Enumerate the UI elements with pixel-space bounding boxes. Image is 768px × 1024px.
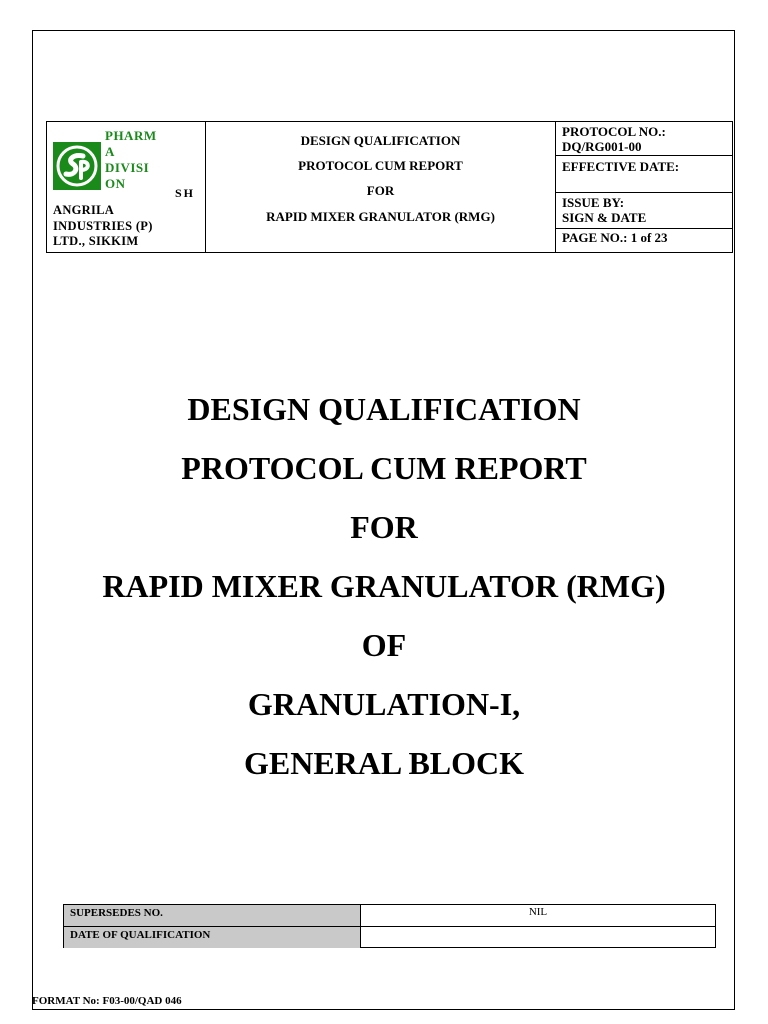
effective-date-cell (556, 156, 732, 193)
protocol-no-cell (556, 122, 732, 156)
protocol-no-label: PROTOCOL NO.: (562, 124, 666, 139)
sign-date-label: SIGN & DATE (562, 210, 647, 225)
sh-text: SH (175, 186, 196, 200)
page-no: PAGE NO.: 1 of 23 (562, 230, 668, 245)
header-title-line-3: FOR (366, 183, 395, 198)
supersedes-table (63, 904, 716, 948)
main-title-line-3: FOR (350, 509, 418, 545)
header-meta-cell (556, 122, 732, 252)
main-title-line-2: PROTOCOL CUM REPORT (181, 450, 587, 486)
issue-by-label: ISSUE BY: (562, 195, 625, 210)
date-of-qualification-label: DATE OF QUALIFICATION (64, 927, 361, 948)
pharma-line-1: PHARM (105, 128, 157, 143)
issue-by-cell (556, 193, 732, 229)
protocol-no-value: DQ/RG001-00 (562, 139, 642, 154)
company-logo-icon (53, 142, 101, 190)
date-of-qualification-value (361, 927, 715, 948)
supersedes-label: SUPERSEDES NO. (64, 905, 361, 926)
pharma-line-2: A (105, 144, 115, 159)
main-title-line-5: OF (361, 627, 407, 663)
header-title-line-4: RAPID MIXER GRANULATOR (RMG) (266, 209, 495, 224)
page-no-cell (556, 229, 732, 252)
main-title-line-6: GRANULATION-I, (247, 686, 521, 722)
document-main-title (0, 380, 768, 793)
document-header-table (46, 121, 733, 253)
header-title-line-1: DESIGN QUALIFICATION (300, 133, 461, 148)
main-title-line-1: DESIGN QUALIFICATION (187, 391, 581, 427)
header-title-cell (206, 122, 556, 252)
effective-date-label: EFFECTIVE DATE: (562, 159, 680, 174)
company-cell (47, 122, 206, 252)
pharma-division-label (105, 128, 157, 192)
pharma-line-3: DIVISI (105, 160, 150, 175)
company-line-3: LTD., SIKKIM (53, 234, 139, 248)
company-name (53, 203, 153, 250)
company-line-2: INDUSTRIES (P) (53, 218, 153, 233)
header-title-line-2: PROTOCOL CUM REPORT (298, 158, 463, 173)
company-line-1: ANGRILA (53, 203, 115, 217)
pharma-line-4: ON (105, 176, 126, 191)
main-title-line-7: GENERAL BLOCK (243, 745, 525, 781)
supersedes-value: NIL (528, 906, 548, 918)
format-number-footer: FORMAT No: F03-00/QAD 046 (32, 995, 182, 1007)
main-title-line-4: RAPID MIXER GRANULATOR (RMG) (102, 568, 666, 604)
supersedes-row (64, 905, 715, 927)
date-of-qualification-row (64, 927, 715, 948)
